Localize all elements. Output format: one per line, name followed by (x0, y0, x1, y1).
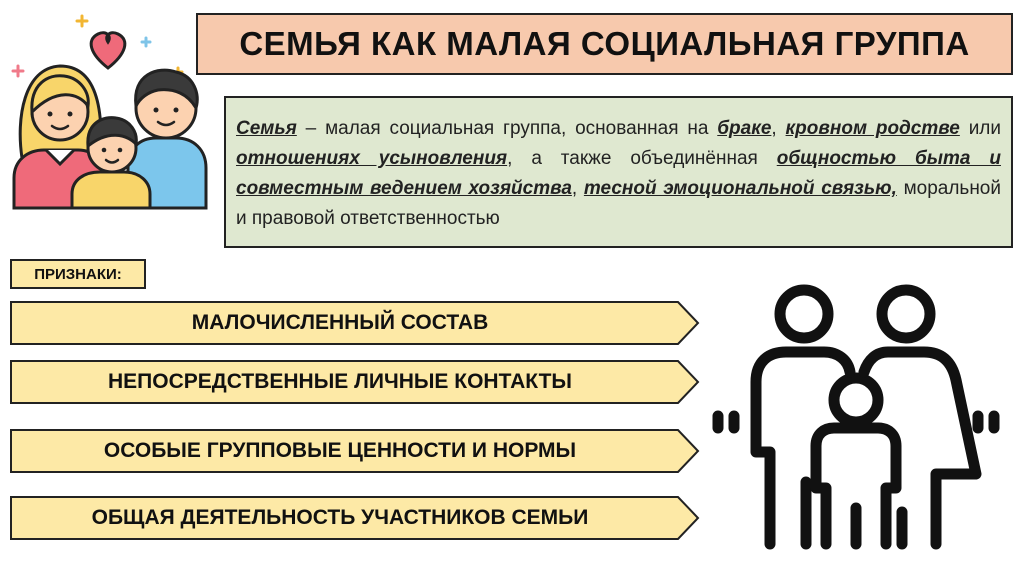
family-illustration-icon (8, 8, 218, 213)
sign-item-label: ОСОБЫЕ ГРУППОВЫЕ ЦЕННОСТИ И НОРМЫ (103, 439, 577, 462)
definition-text (236, 114, 1001, 234)
definition-emphasis: тесной эмоциональной связью, (583, 178, 897, 199)
sign-item (10, 496, 700, 540)
sign-item-label: НЕПОСРЕДСТВЕННЫЕ ЛИЧНЫЕ КОНТАКТЫ (108, 370, 572, 393)
definition-fragment: или (959, 118, 1002, 139)
definition-emphasis: общностью быта и совместным ведением хозяйства (236, 148, 1001, 199)
definition-emphasis: кровном родстве (785, 118, 960, 139)
definition-fragment: , а также объединённая (507, 148, 777, 169)
definition-emphasis: отношениях усыновления (236, 148, 508, 169)
sign-item-label: ОБЩАЯ ДЕЯТЕЛЬНОСТЬ УЧАСТНИКОВ СЕМЬИ (91, 506, 589, 529)
definition-fragment: моральной и правовой ответственностью (236, 178, 1001, 229)
definition-emphasis: браке (717, 118, 772, 139)
definition-fragment: , (771, 118, 786, 139)
family-silhouette-icon (706, 282, 1006, 554)
definition-term: Семья (236, 118, 297, 139)
page-title (196, 13, 1013, 75)
definition-fragment: – малая социальная группа, основанная на (296, 118, 718, 139)
sign-item-label: МАЛОЧИСЛЕННЫЙ СОСТАВ (191, 311, 489, 334)
sign-item (10, 360, 700, 404)
definition-box (224, 96, 1013, 248)
page-title-text: СЕМЬЯ КАК МАЛАЯ СОЦИАЛЬНАЯ ГРУППА (239, 25, 970, 62)
sign-item (10, 429, 700, 473)
signs-label: ПРИЗНАКИ: (10, 259, 146, 289)
definition-fragment: , (571, 178, 584, 199)
sign-item (10, 301, 700, 345)
